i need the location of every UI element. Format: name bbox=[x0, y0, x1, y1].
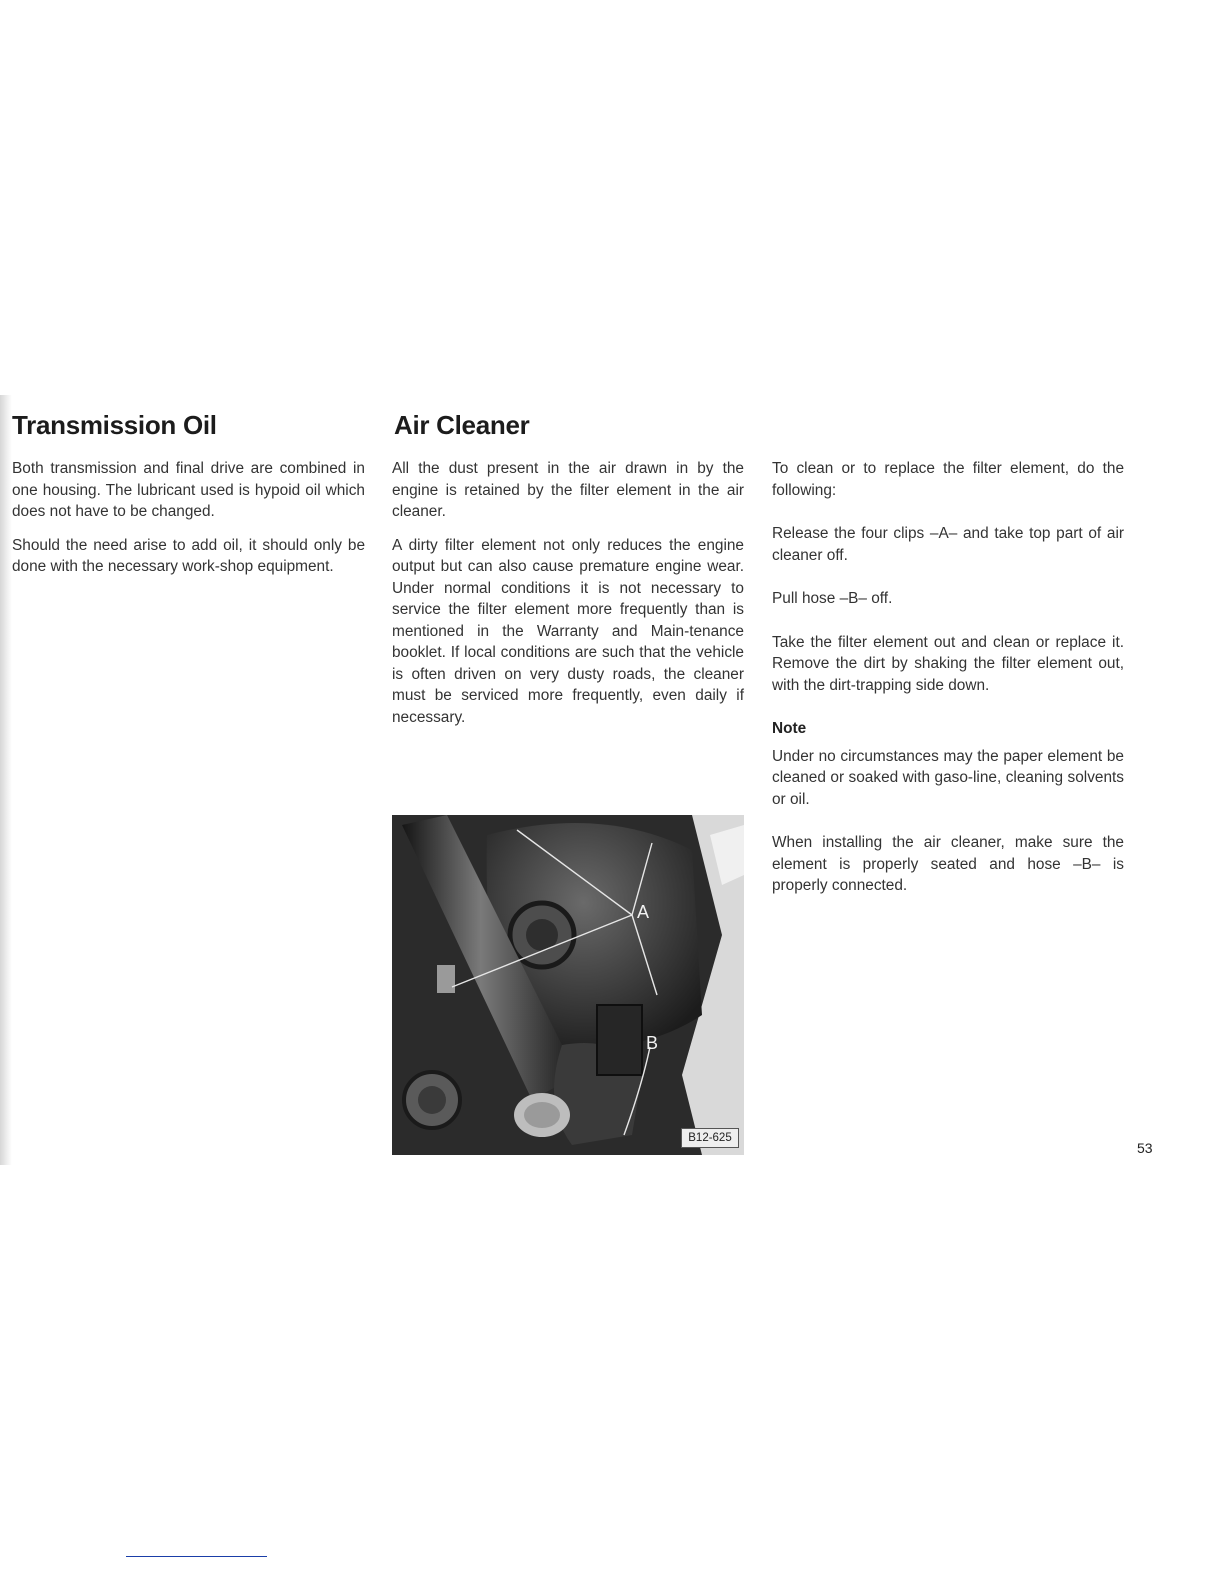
page-shadow-edge bbox=[0, 395, 12, 1165]
paragraph: Should the need arise to add oil, it should only be done with the necessary work-shop equipment. bbox=[12, 536, 365, 575]
air-cleaner-photo bbox=[392, 815, 744, 1155]
paragraph: Under no circumstances may the paper element be cleaned or soaked with gaso-line, cleaning solvents or oil. bbox=[772, 747, 1124, 808]
figure-code: B12-625 bbox=[681, 1128, 739, 1148]
callout-a: A bbox=[637, 902, 650, 922]
paragraph: Both transmission and final drive are combined in one housing. The lubricant used is hypoid oil which does not have to be changed. bbox=[12, 460, 365, 520]
footnote-rule bbox=[126, 1556, 267, 1557]
transmission-oil-text bbox=[12, 458, 365, 590]
paragraph: Release the four clips –A– and take top part of air cleaner off. bbox=[772, 525, 1124, 564]
paragraph: Pull hose –B– off. bbox=[772, 590, 893, 607]
paragraph: To clean or to replace the filter element, do the following: bbox=[772, 460, 1124, 499]
engine-bay-illustration bbox=[392, 815, 744, 1155]
paragraph: When installing the air cleaner, make sure the element is properly seated and hose –B– is properly connected. bbox=[772, 834, 1124, 894]
page-number: 53 bbox=[1137, 1140, 1153, 1156]
paragraph: A dirty filter element not only reduces the engine output but can also cause premature engine wear. Under normal conditions it is not necessary to service the filter element more frequently than is mentioned in the Warranty and Main-tenance booklet. If local conditions are such that the vehicle is often driven on very dusty roads, the cleaner must be serviced more frequently, even daily if necessary. bbox=[392, 536, 744, 726]
procedure-text bbox=[772, 458, 1124, 909]
paragraph: Take the filter element out and clean or replace it. Remove the dirt by shaking the filter element out, with the dirt-trapping side down. bbox=[772, 633, 1124, 694]
air-cleaner-text bbox=[392, 458, 744, 740]
note-heading: Note bbox=[772, 720, 807, 737]
heading-air-cleaner: Air Cleaner bbox=[394, 410, 530, 440]
paragraph: All the dust present in the air drawn in by the engine is retained by the filter element in the air cleaner. bbox=[392, 460, 744, 520]
heading-transmission-oil: Transmission Oil bbox=[12, 410, 217, 440]
callout-b: B bbox=[646, 1033, 659, 1053]
